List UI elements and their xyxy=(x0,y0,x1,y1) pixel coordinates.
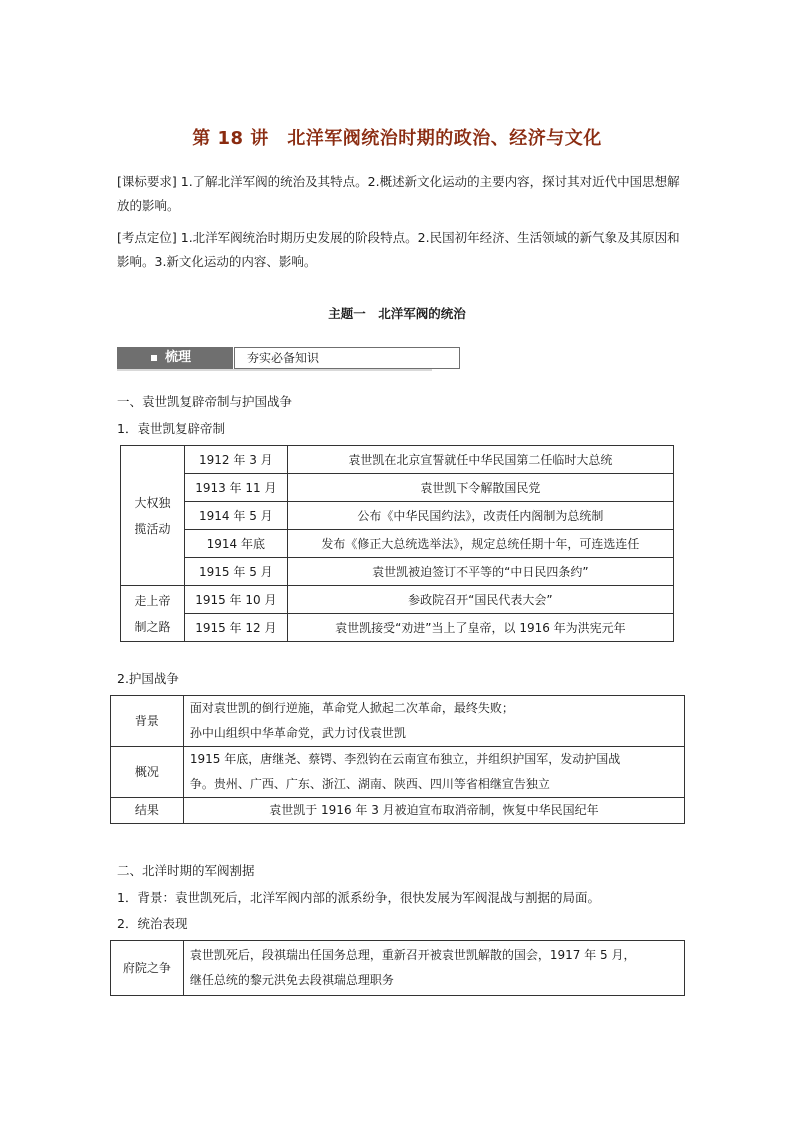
requirements-tag: [课标要求] xyxy=(117,174,177,189)
row-line: 袁世凯于 1916 年 3 月被迫宣布取消帝制，恢复中华民国纪年 xyxy=(269,803,599,817)
requirements-text: 1.了解北洋军阀的统治及其特点。2.概述新文化运动的主要内容，探讨其对近代中国思想解放的影响。 xyxy=(117,174,680,213)
banner-divider xyxy=(117,369,432,371)
row-line: 袁世凯死后，段祺瑞出任国务总理，重新召开被袁世凯解散的国会，1917 年 5 月， xyxy=(189,948,636,962)
banner-subtitle: 夯实必备知识 xyxy=(234,347,460,369)
row-label: 概况 xyxy=(111,747,184,798)
date-cell: 1913 年 11 月 xyxy=(184,474,287,502)
row-line: 孙中山组织中华革命党，武力讨伐袁世凯 xyxy=(189,726,406,740)
warlord-rule-table xyxy=(110,940,685,996)
curriculum-requirements xyxy=(117,170,687,218)
topic-title: 主题一 北洋军阀的统治 xyxy=(328,306,466,321)
page-title: 第 18 讲 北洋军阀统治时期的政治、经济与文化 xyxy=(192,128,602,149)
event-cell: 公布《中华民国约法》，改责任内阁制为总统制 xyxy=(287,502,673,530)
table-row xyxy=(121,474,674,502)
table-row xyxy=(111,798,685,824)
event-cell: 袁世凯接受“劝进”当上了皇帝，以 1916 年为洪宪元年 xyxy=(287,614,673,642)
row-line: 争。贵州、广西、广东、浙江、湖南、陕西、四川等省相继宣告独立 xyxy=(189,777,550,791)
event-cell: 袁世凯在北京宣誓就任中华民国第二任临时大总统 xyxy=(287,446,673,474)
group-label: 走上帝制之路 xyxy=(121,586,185,642)
section-banner xyxy=(117,347,432,371)
section2-background: 1．背景：袁世凯死后，北洋军阀内部的派系纷争，很快发展为军阀混战与割据的局面。 xyxy=(117,890,600,905)
row-label: 结果 xyxy=(111,798,184,824)
row-line: 继任总统的黎元洪免去段祺瑞总理职务 xyxy=(189,973,394,987)
table-row xyxy=(121,614,674,642)
positioning-text: 1.北洋军阀统治时期历史发展的阶段特点。2.民国初年经济、生活领域的新气象及其原因和影响。3.新文化运动的内容、影响。 xyxy=(117,230,680,269)
date-cell: 1914 年 5 月 xyxy=(184,502,287,530)
event-cell: 袁世凯下令解散国民党 xyxy=(287,474,673,502)
table-row xyxy=(111,747,685,798)
table-row xyxy=(111,941,685,996)
date-cell: 1912 年 3 月 xyxy=(184,446,287,474)
date-cell: 1915 年 5 月 xyxy=(184,558,287,586)
table-row xyxy=(121,502,674,530)
row-line: 面对袁世凯的倒行逆施，革命党人掀起二次革命，最终失败； xyxy=(189,701,514,715)
group-label: 大权独揽活动 xyxy=(121,446,185,586)
event-cell: 参政院召开“国民代表大会” xyxy=(287,586,673,614)
table-row xyxy=(121,530,674,558)
event-cell: 发布《修正大总统选举法》，规定总统任期十年，可连选连任 xyxy=(287,530,673,558)
row-line: 1915 年底，唐继尧、蔡锷、李烈钧在云南宣布独立，并组织护国军，发动护国战 xyxy=(189,752,621,766)
section1-sub1: 1．袁世凯复辟帝制 xyxy=(117,421,225,436)
date-cell: 1915 年 10 月 xyxy=(184,586,287,614)
table-row xyxy=(121,558,674,586)
banner-label: 梳理 xyxy=(165,350,192,365)
table-row xyxy=(121,586,674,614)
section1-sub2: 2.护国战争 xyxy=(117,671,179,686)
section1-heading: 一、袁世凯复辟帝制与护国战争 xyxy=(117,394,293,409)
section2-sub2: 2．统治表现 xyxy=(117,916,188,931)
exam-positioning xyxy=(117,226,687,274)
protect-nation-war-table xyxy=(110,695,685,824)
date-cell: 1914 年底 xyxy=(184,530,287,558)
square-bullet-icon xyxy=(151,355,157,361)
restoration-table xyxy=(120,445,674,642)
row-label: 背景 xyxy=(111,696,184,747)
positioning-tag: [考点定位] xyxy=(117,230,177,245)
date-cell: 1915 年 12 月 xyxy=(184,614,287,642)
section2-heading: 二、北洋时期的军阀割据 xyxy=(117,863,255,878)
row-label: 府院之争 xyxy=(111,941,184,996)
table-row xyxy=(111,696,685,747)
event-cell: 袁世凯被迫签订不平等的“中日民四条约” xyxy=(287,558,673,586)
table-row xyxy=(121,446,674,474)
